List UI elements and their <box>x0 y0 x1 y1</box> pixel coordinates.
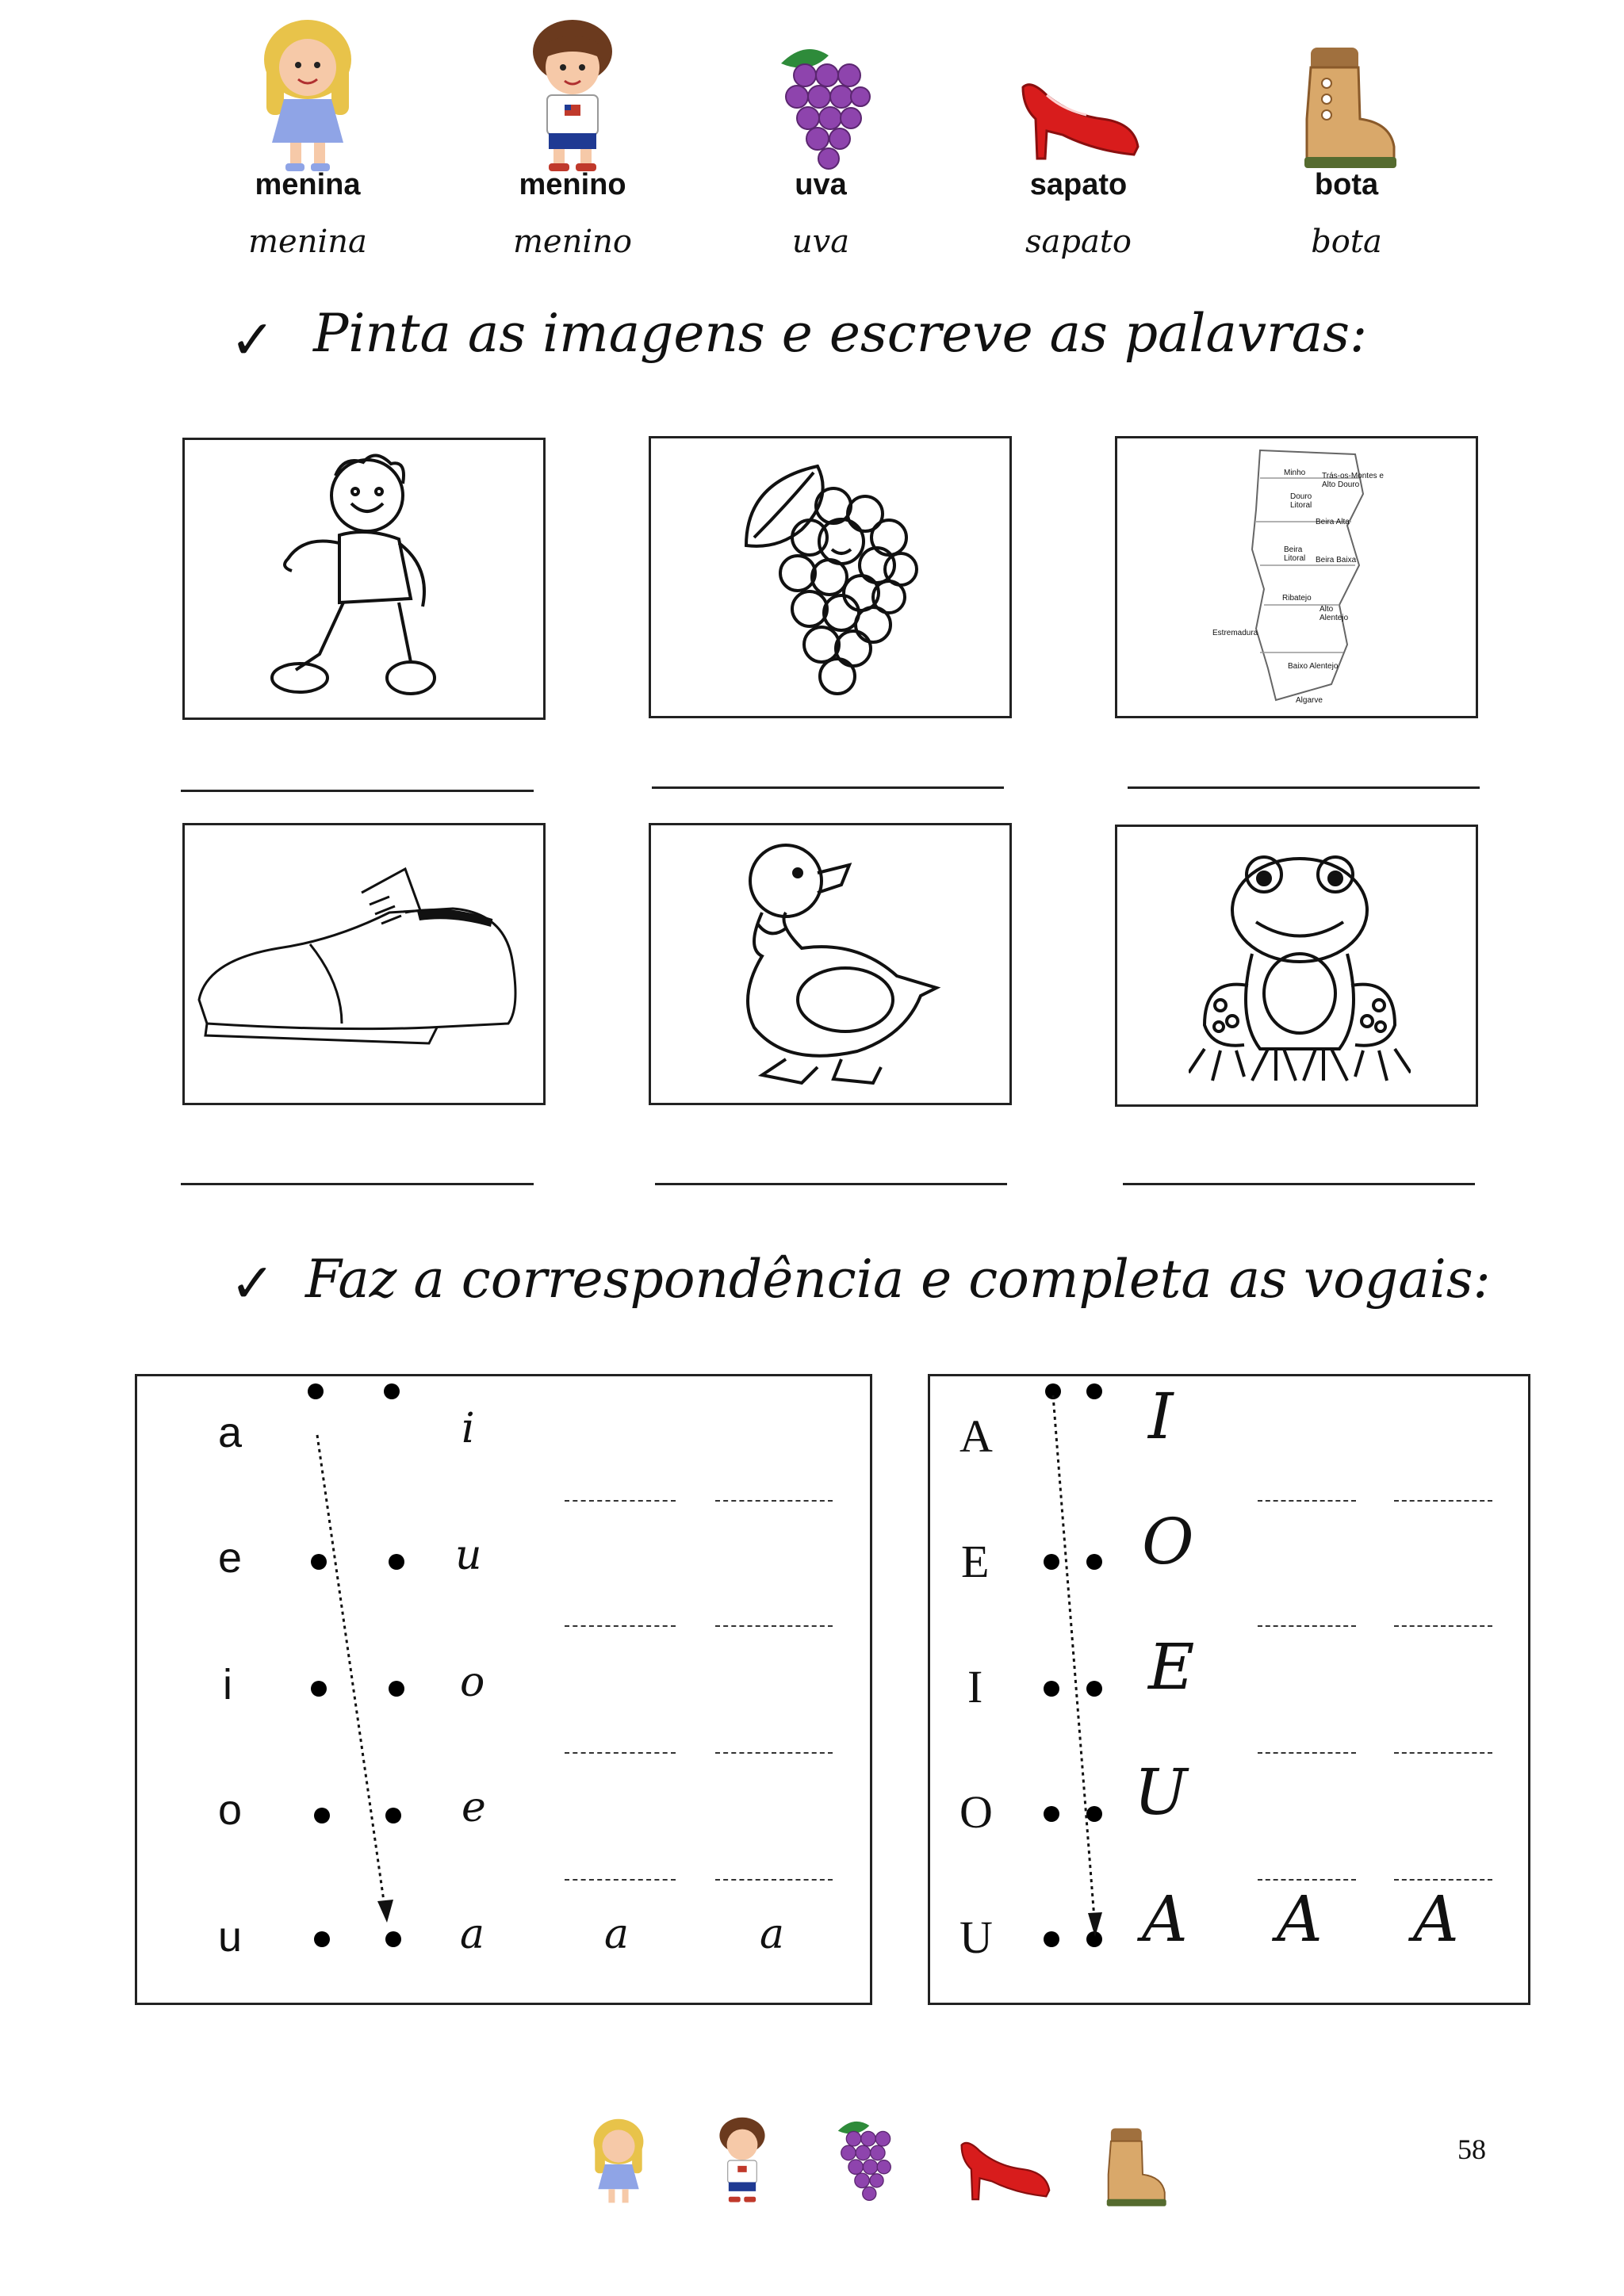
vocab-item-uva <box>718 16 924 277</box>
girl-icon <box>587 2115 650 2209</box>
check-mark-icon: ✓ <box>230 1253 275 1315</box>
page-number: 58 <box>1457 2133 1486 2165</box>
write-line[interactable] <box>181 790 534 792</box>
vowel-write-line[interactable] <box>565 1625 676 1627</box>
right-cursive-vowel: a <box>460 1911 485 1958</box>
map-label: Alto Alentejo <box>1320 605 1349 622</box>
vocab-item-sapato <box>975 16 1182 277</box>
vowel-write-line[interactable] <box>565 1500 676 1502</box>
grapes-icon <box>773 40 876 174</box>
picture-box-boy <box>182 438 546 720</box>
write-line[interactable] <box>655 1183 1007 1185</box>
vowel-write-line[interactable] <box>565 1752 676 1754</box>
vowel-write-line[interactable] <box>565 1879 676 1881</box>
vowel-write-line[interactable] <box>1258 1752 1356 1754</box>
shoe-drawing-icon <box>191 865 540 1071</box>
vowel-write-line[interactable] <box>715 1752 833 1754</box>
check-mark-icon: ✓ <box>230 309 275 372</box>
red-shoe-icon <box>956 2133 1052 2206</box>
example-arrow-icon <box>1045 1391 1109 1938</box>
left-vowel: I <box>967 1661 983 1712</box>
vowel-write-line[interactable] <box>715 1879 833 1881</box>
left-vowel: o <box>218 1786 243 1834</box>
map-label: Beira Litoral <box>1284 545 1306 563</box>
frog-drawing-icon <box>1189 843 1411 1096</box>
vowel-write-line[interactable] <box>1258 1879 1356 1881</box>
right-cursive-vowel: o <box>460 1659 485 1706</box>
left-vowel: U <box>959 1911 993 1963</box>
instruction-match-vowels: Faz a correspondência e completa as vogais: <box>305 1249 1491 1310</box>
right-cursive-vowel: u <box>455 1532 482 1579</box>
map-label: Beira Alta <box>1316 518 1350 526</box>
map-label: Ribatejo <box>1282 594 1312 603</box>
vocab-item-bota <box>1243 16 1450 277</box>
vowel-write-line[interactable] <box>1258 1625 1356 1627</box>
vocab-cursive-label: bota <box>1311 224 1382 260</box>
vocab-print-label: bota <box>1314 168 1379 201</box>
right-cursive-vowel: i <box>462 1405 475 1452</box>
right-cursive-vowel: O <box>1142 1505 1194 1578</box>
vowel-write-line[interactable] <box>1394 1625 1492 1627</box>
vowel-write-line[interactable] <box>715 1625 833 1627</box>
boot-icon <box>1101 2123 1167 2210</box>
vocab-item-menina <box>205 16 411 277</box>
map-label: Baixo Alentejo <box>1288 662 1339 671</box>
picture-box-shoe <box>182 823 546 1105</box>
vocab-cursive-label: menina <box>248 224 367 260</box>
map-label: Estremadura <box>1212 629 1258 637</box>
vowel-write-line[interactable] <box>1258 1500 1356 1502</box>
right-cursive-vowel: I <box>1148 1380 1174 1453</box>
right-cursive-vowel: A <box>1142 1882 1188 1956</box>
duck-drawing-icon <box>714 837 952 1099</box>
left-vowel: O <box>959 1786 993 1838</box>
write-line[interactable] <box>1128 786 1480 789</box>
picture-box-duck <box>649 823 1012 1105</box>
grapes-drawing-icon <box>730 450 936 704</box>
grapes-icon <box>833 2115 901 2204</box>
picture-box-grapes <box>649 436 1012 718</box>
example-answer: A <box>1413 1882 1459 1956</box>
boy-icon <box>517 16 628 174</box>
example-arrow-icon <box>301 1427 412 1934</box>
left-vowel: a <box>218 1409 243 1456</box>
red-shoe-icon <box>1015 71 1142 166</box>
map-label: Beira Baixa <box>1316 556 1357 564</box>
left-vowel: A <box>959 1410 993 1462</box>
map-label: Douro Litoral <box>1290 492 1312 510</box>
boot-icon <box>1295 40 1398 174</box>
vowel-write-line[interactable] <box>1394 1752 1492 1754</box>
boy-icon <box>710 2114 774 2207</box>
instruction-paint-write: Pinta as imagens e escreve as palavras: <box>313 303 1368 364</box>
picture-box-map <box>1115 436 1478 718</box>
vocab-cursive-label: uva <box>791 224 850 260</box>
write-line[interactable] <box>181 1183 534 1185</box>
map-label: Trás-os-Montes e Alto Douro <box>1322 472 1384 489</box>
match-dot[interactable] <box>384 1383 400 1399</box>
vowel-write-line[interactable] <box>1394 1500 1492 1502</box>
write-line[interactable] <box>1123 1183 1475 1185</box>
vowel-write-line[interactable] <box>1394 1879 1492 1881</box>
vocab-cursive-label: sapato <box>1025 224 1132 260</box>
right-cursive-vowel: E <box>1148 1630 1195 1704</box>
right-cursive-vowel: e <box>462 1784 486 1831</box>
example-answer: a <box>760 1911 785 1958</box>
right-cursive-vowel: U <box>1134 1755 1188 1829</box>
left-vowel: u <box>218 1913 243 1961</box>
example-answer: A <box>1277 1882 1323 1956</box>
vocab-print-label: uva <box>795 168 847 201</box>
left-vowel: i <box>223 1661 232 1709</box>
left-vowel: E <box>961 1536 990 1587</box>
picture-box-frog <box>1115 825 1478 1107</box>
vocab-print-label: menino <box>519 168 626 201</box>
map-label: Algarve <box>1296 696 1323 705</box>
write-line[interactable] <box>652 786 1004 789</box>
left-vowel: e <box>218 1534 243 1582</box>
vocab-print-label: sapato <box>1029 168 1128 201</box>
girl-icon <box>252 16 363 174</box>
vocab-cursive-label: menino <box>513 224 632 260</box>
example-answer: a <box>604 1911 630 1958</box>
vocab-item-menino <box>469 16 676 277</box>
match-dot[interactable] <box>308 1383 324 1399</box>
map-label: Minho <box>1284 469 1306 477</box>
boy-drawing-icon <box>264 448 470 710</box>
vowel-write-line[interactable] <box>715 1500 833 1502</box>
vocab-print-label: menina <box>255 168 361 201</box>
